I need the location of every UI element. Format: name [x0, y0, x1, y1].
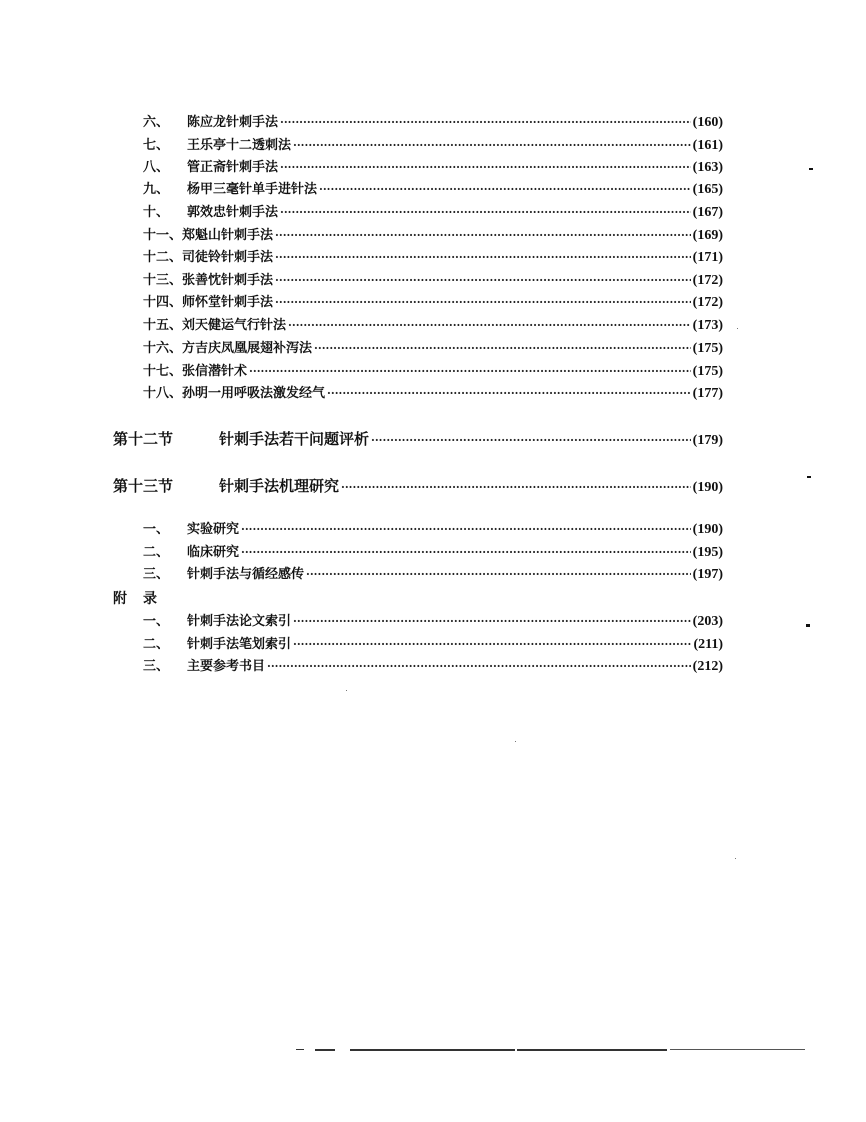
entry-page: (172) [692, 273, 723, 288]
dot-leader [241, 545, 691, 561]
dot-leader [293, 614, 691, 630]
entry-number: 八、 [143, 160, 170, 175]
entry-title: 张善忱针刺手法 [182, 273, 274, 288]
entry-number: 十、 [143, 205, 170, 220]
entry-number: 二、 [143, 637, 170, 652]
dot-leader [249, 364, 691, 380]
entry-number: 一、 [143, 614, 170, 629]
toc-entry[interactable] [143, 567, 723, 583]
entry-number: 十五、 [143, 318, 183, 333]
dot-leader [319, 182, 691, 198]
scan-mark [809, 168, 813, 170]
entry-number: 十四、 [143, 295, 183, 310]
toc-entry[interactable] [143, 318, 723, 334]
toc-section-12[interactable] [113, 430, 723, 450]
scan-mark [807, 476, 811, 478]
bottom-rule-segment [670, 1049, 805, 1050]
dot-leader [371, 432, 691, 450]
entry-page: (195) [692, 545, 723, 560]
entry-page: (177) [692, 386, 723, 401]
section-number: 第十三节 [113, 477, 174, 495]
entry-title: 孙明一用呼吸法激发经气 [182, 386, 326, 401]
dot-leader [275, 228, 691, 244]
dot-leader [275, 250, 691, 266]
scan-speck [346, 690, 347, 691]
toc-entry[interactable] [143, 364, 723, 380]
entry-page: (211) [693, 637, 723, 652]
scan-mark [806, 624, 810, 627]
entry-page: (175) [692, 341, 723, 356]
entry-title: 临床研究 [187, 545, 240, 560]
dot-leader [280, 205, 691, 221]
scan-speck [737, 328, 738, 329]
toc-entry[interactable] [143, 659, 723, 675]
entry-page: (190) [692, 522, 723, 537]
toc-entry[interactable] [143, 182, 723, 198]
entry-page: (160) [692, 115, 723, 130]
entry-page: (161) [692, 138, 723, 153]
entry-page: (203) [692, 614, 723, 629]
entry-number: 三、 [143, 659, 170, 674]
toc-entry[interactable] [143, 522, 723, 538]
toc-entry[interactable] [143, 250, 723, 266]
toc-entry[interactable] [143, 386, 723, 402]
entry-title: 杨甲三毫针单手进针法 [187, 182, 318, 197]
entry-page: (197) [692, 567, 723, 582]
section-number: 第十二节 [113, 430, 174, 448]
entry-number: 十二、 [143, 250, 183, 265]
entry-page: (163) [692, 160, 723, 175]
dot-leader [280, 160, 691, 176]
entry-page: (175) [692, 364, 723, 379]
entry-title: 刘天健运气行针法 [182, 318, 287, 333]
section-title: 针刺手法若干问题评析 [219, 430, 370, 448]
appendix-heading: 附录 [113, 591, 173, 607]
entry-page: (173) [692, 318, 723, 333]
dot-leader [341, 479, 691, 497]
section-page: (190) [692, 480, 723, 495]
entry-number: 十一、 [143, 228, 183, 243]
dot-leader [293, 138, 691, 154]
toc-entry[interactable] [143, 115, 723, 131]
entry-page: (171) [692, 250, 723, 265]
entry-number: 六、 [143, 115, 170, 130]
bottom-rule-segment [315, 1049, 335, 1051]
entry-title: 郭效忠针刺手法 [187, 205, 279, 220]
entry-title: 陈应龙针刺手法 [187, 115, 279, 130]
entry-number: 一、 [143, 522, 170, 537]
toc-entry[interactable] [143, 545, 723, 561]
entry-page: (172) [692, 295, 723, 310]
toc-entry[interactable] [143, 341, 723, 357]
entry-number: 十七、 [143, 364, 183, 379]
toc-entry[interactable] [143, 273, 723, 289]
dot-leader [275, 273, 691, 289]
entry-number: 九、 [143, 182, 170, 197]
dot-leader [267, 659, 691, 675]
entry-title: 师怀堂针刺手法 [182, 295, 274, 310]
entry-title: 针刺手法论文索引 [187, 614, 292, 629]
bottom-rule-segment [350, 1049, 515, 1051]
dot-leader [288, 318, 691, 334]
section-title: 针刺手法机理研究 [219, 477, 340, 495]
entry-page: (169) [692, 228, 723, 243]
dot-leader [327, 386, 691, 402]
dot-leader [241, 522, 691, 538]
entry-title: 郑魁山针刺手法 [182, 228, 274, 243]
entry-number: 七、 [143, 138, 170, 153]
toc-entry[interactable] [143, 228, 723, 244]
entry-title: 主要参考书目 [187, 659, 266, 674]
entry-number: 十三、 [143, 273, 183, 288]
entry-title: 针刺手法笔划索引 [187, 637, 292, 652]
toc-entry[interactable] [143, 205, 723, 221]
dot-leader [314, 341, 691, 357]
toc-section-13[interactable] [113, 477, 723, 497]
entry-title: 张信潜针术 [182, 364, 248, 379]
dot-leader [293, 637, 691, 653]
toc-entry[interactable] [143, 138, 723, 154]
entry-number: 三、 [143, 567, 170, 582]
dot-leader [306, 567, 691, 583]
toc-entry[interactable] [143, 637, 723, 653]
entry-title: 针刺手法与循经感传 [187, 567, 305, 582]
entry-page: (167) [692, 205, 723, 220]
bottom-rule-segment [296, 1049, 304, 1050]
scan-speck [735, 858, 736, 859]
entry-title: 司徒铃针刺手法 [182, 250, 274, 265]
entry-number: 二、 [143, 545, 170, 560]
entry-title: 方吉庆凤凰展翅补泻法 [182, 341, 313, 356]
toc-entry[interactable] [143, 160, 723, 176]
entry-page: (165) [692, 182, 723, 197]
entry-title: 实验研究 [187, 522, 240, 537]
toc-entry[interactable] [143, 295, 723, 311]
entry-title: 王乐亭十二透刺法 [187, 138, 292, 153]
section-page: (179) [692, 433, 723, 448]
entry-number: 十八、 [143, 386, 183, 401]
bottom-rule-segment [517, 1049, 667, 1051]
entry-title: 管正斋针刺手法 [187, 160, 279, 175]
entry-page: (212) [692, 659, 723, 674]
scan-speck [515, 741, 516, 742]
dot-leader [280, 115, 691, 131]
dot-leader [275, 295, 691, 311]
entry-number: 十六、 [143, 341, 183, 356]
toc-entry[interactable] [143, 614, 723, 630]
